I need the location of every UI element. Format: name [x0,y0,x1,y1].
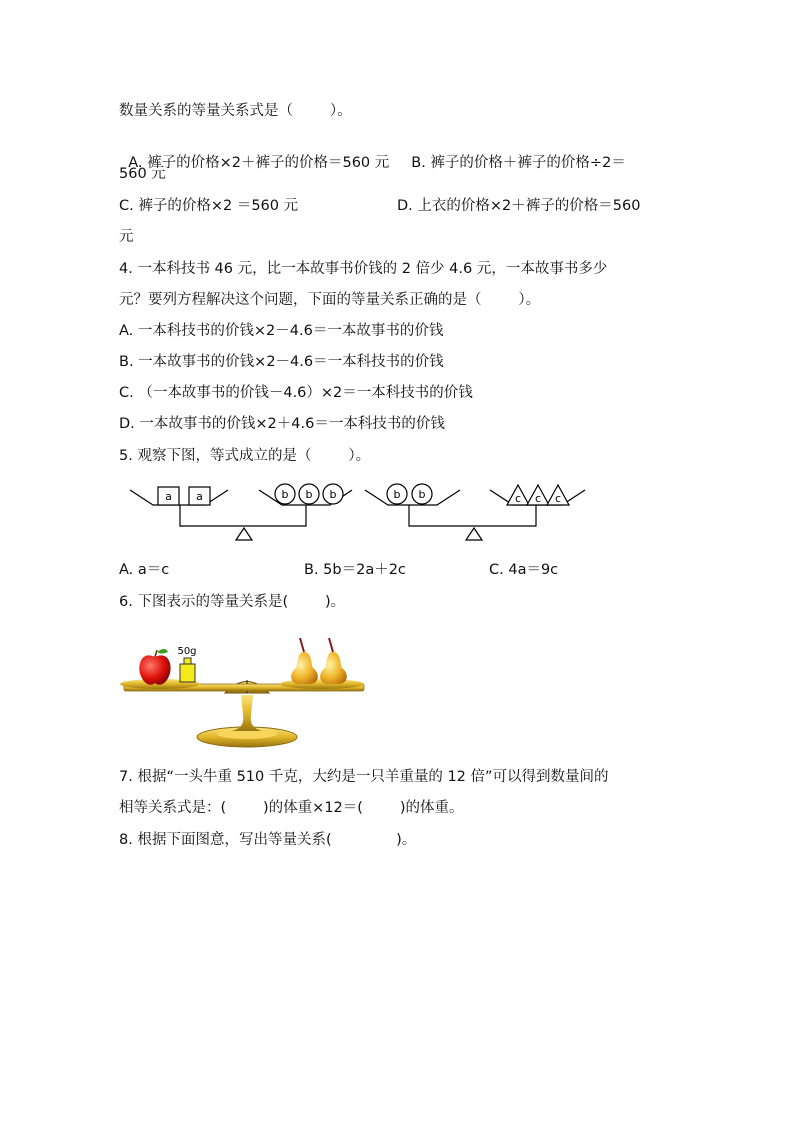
q6-scale-stem [232,695,262,731]
q8-stem: 8. 根据下面图意，写出等量关系( )。 [119,832,417,848]
q6-weight-label: 50g [177,646,197,657]
q4-option-c[interactable]: C. （一本故事书的价钱－4.6）×2＝一本科技书的价钱 [119,385,473,401]
q7-stem-line1: 7. 根据“一头牛重 510 千克，大约是一只羊重量的 12 倍”可以得到数量间的 [119,769,609,785]
q5-label-b3: b [329,488,337,501]
q4-option-a[interactable]: A. 一本科技书的价钱×2－4.6＝一本故事书的价钱 [119,323,444,339]
q5-right-fulcrum [466,528,482,540]
q5-option-a[interactable]: A. a＝c [119,562,170,578]
q5-left-beam [180,505,306,526]
q6-stem: 6. 下图表示的等量关系是( )。 [119,594,346,610]
q3-option-b-cont: 560 元 [119,166,166,182]
q5-option-b[interactable]: B. 5b＝2a＋2c [304,562,406,578]
q5-label-b2: b [305,488,313,501]
q5-left-balance [130,484,352,540]
q5-left-fulcrum [236,528,252,540]
q5-stem: 5. 观察下图，等式成立的是（ ）。 [119,448,371,464]
q5-label-c1: c [514,492,522,505]
q4-option-b[interactable]: B. 一本故事书的价钱×2－4.6＝一本科技书的价钱 [119,354,444,370]
q5-label-b1: b [281,488,289,501]
q5-right-beam [409,505,536,526]
q4-stem-line1: 4. 一本科技书 46 元，比一本故事书价钱的 2 倍少 4.6 元，一本故事书多少 [119,261,608,277]
apple-icon [139,649,170,685]
pear-icon [320,638,347,684]
q5-label-b4: b [393,488,401,501]
q3-option-d-cont: 元 [119,229,134,245]
q6-scale-figure [120,638,364,747]
q7-stem-line2: 相等关系式是：( )的体重×12＝( )的体重。 [119,800,464,816]
q5-label-c3: c [554,492,562,505]
weight-50g-icon [180,658,195,682]
q4-option-d[interactable]: D. 一本故事书的价钱×2＋4.6＝一本科技书的价钱 [119,416,445,432]
q3-option-c[interactable]: C. 裤子的价格×2 ＝560 元 [119,198,299,214]
q5-label-b5: b [418,488,426,501]
q5-label-c2: c [534,492,542,505]
q3-option-d[interactable]: D. 上衣的价格×2＋裤子的价格＝560 [397,198,641,214]
q5-label-a2: a [196,490,203,503]
q3-option-b[interactable]: B. 裤子的价格＋裤子的价格÷2＝ [411,155,626,171]
q4-stem-line2: 元？要列方程解决这个问题，下面的等量关系正确的是（ ）。 [119,292,541,308]
q5-option-c[interactable]: C. 4a＝9c [489,562,559,578]
q3-stem-tail: 数量关系的等量关系式是（ ）。 [119,103,352,119]
q5-label-a1: a [165,490,172,503]
pear-icon [291,638,318,684]
q3-option-a[interactable]: A. 裤子的价格×2＋裤子的价格＝560 元 [128,155,390,171]
